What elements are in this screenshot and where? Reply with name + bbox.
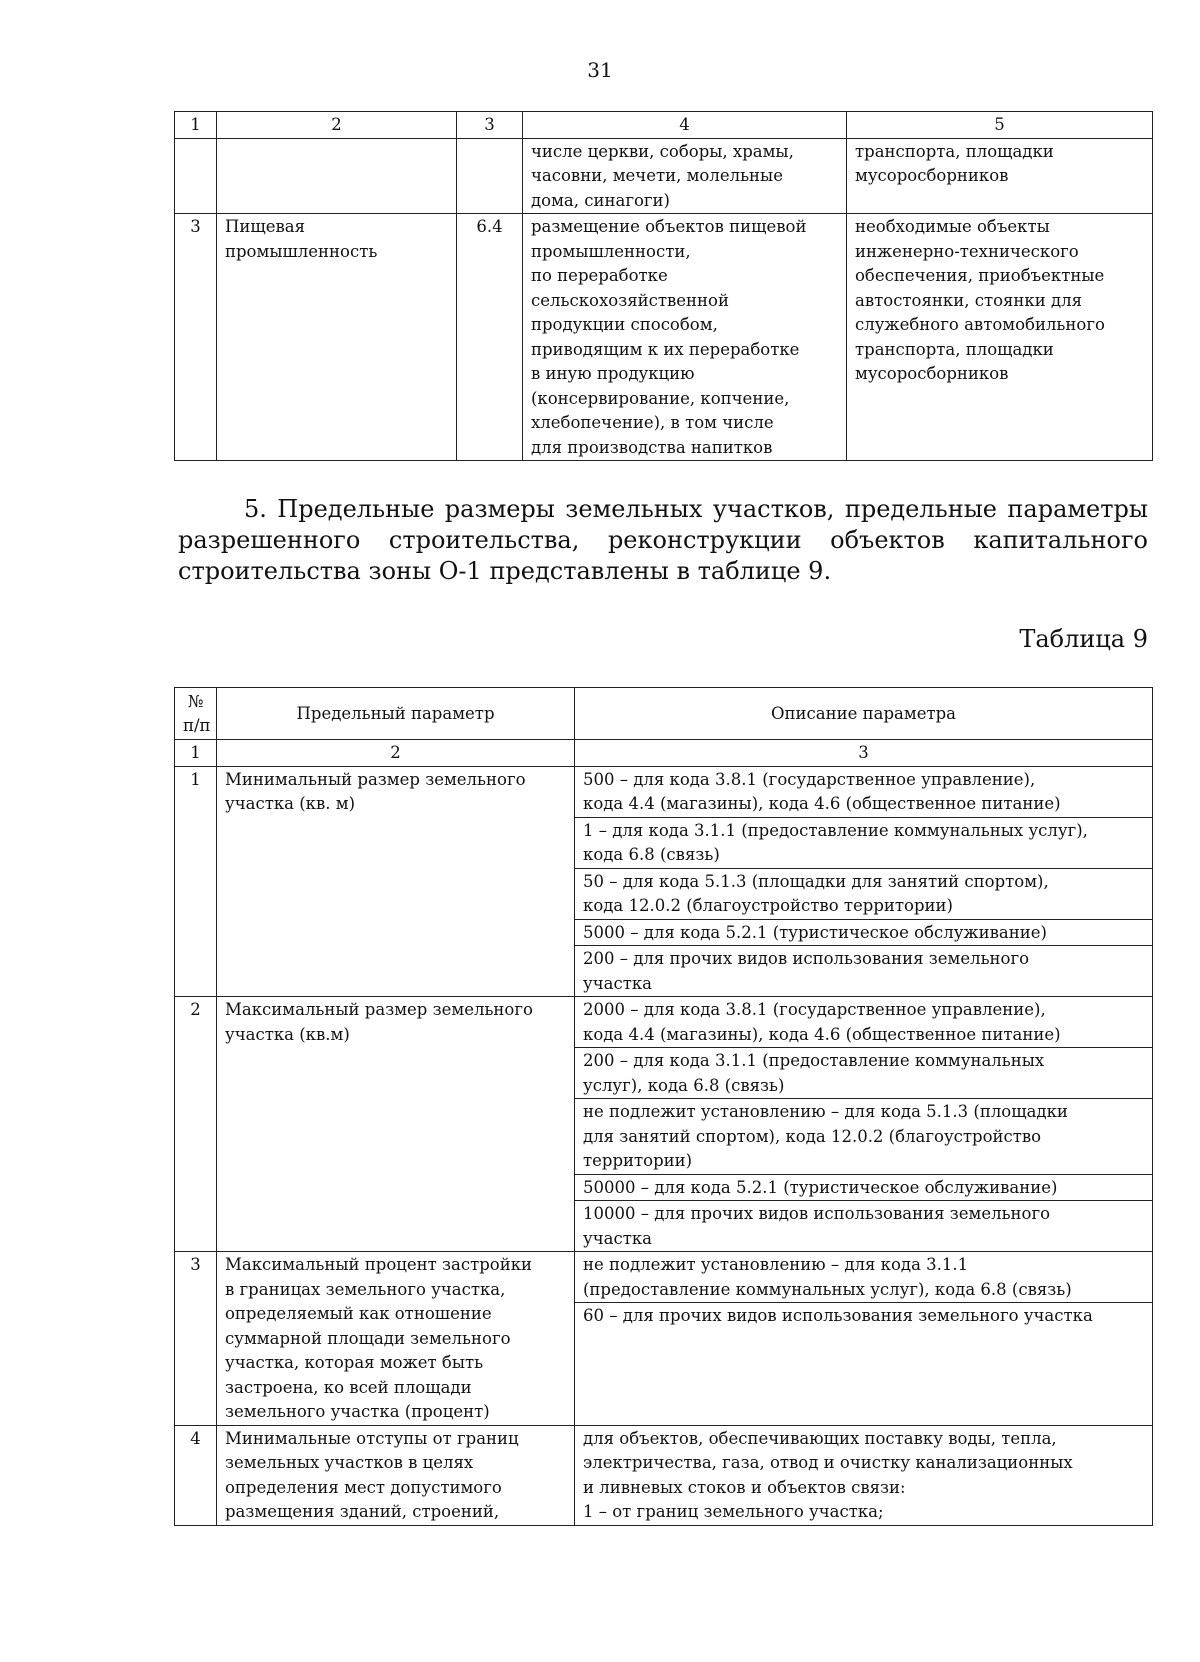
parameter-value [575,1175,1152,1202]
cell-line: 10000 – для прочих видов использования земельного [583,1204,1051,1223]
table-9-row [175,1425,1153,1525]
cell-line: 1 – от границ земельного участка; [583,1502,884,1521]
auxiliary-uses [847,138,1153,214]
cell-line: определяемый как отношение [225,1304,492,1323]
cell-line: по переработке [531,266,668,285]
upper-table-row [175,138,1153,214]
cell-line: сельскохозяйственной [531,290,729,310]
header-parameter: Предельный параметр [217,688,575,740]
parameter-value [575,920,1152,947]
cell-line: услуг), кода 6.8 (связь) [583,1075,785,1095]
cell-line: 2000 – для кода 3.8.1 (государственное управление), [583,1000,1046,1019]
cell-line: продукции способом, [531,315,718,334]
row-number: 1 [175,766,217,997]
cell-line: не подлежит установлению – для кода 3.1.1 [583,1255,969,1274]
parameter-name [217,997,575,1252]
parameter-value [575,869,1152,920]
cell-line: (консервирование, копчение, [531,388,790,408]
parameter-name [217,766,575,997]
page-number: 31 [587,58,613,82]
table-9 [174,687,1153,1526]
header-number [175,688,217,740]
cell-line: 60 – для прочих видов использования земельного участка [583,1306,1093,1325]
parameter-values [575,1425,1153,1525]
cell-line: транспорта, площадки [855,339,1054,359]
row-number: 2 [175,997,217,1252]
parameter-value [575,1048,1152,1099]
cell-line: территории) [583,1151,693,1170]
paragraph-line: 5. Предельные размеры земельных участков, предельные параметры [244,495,1148,523]
cell-line: Минимальные отступы от границ [225,1428,519,1448]
parameter-name [217,1252,575,1426]
parameter-values [575,997,1153,1252]
column-number: 2 [217,740,575,767]
cell-line: кода 6.8 (связь) [583,845,720,864]
cell-line: Пищевая [225,217,306,236]
cell-line: № [187,691,204,711]
parameter-name [217,1425,575,1525]
cell-line: Минимальный размер земельного [225,769,526,789]
cell-line: числе церкви, соборы, храмы, [531,141,794,161]
cell-line: мусоросборников [855,364,1009,383]
parameter-value [575,818,1152,869]
parameter-value [575,1201,1152,1251]
parameter-value [575,767,1152,818]
cell-line: хлебопечение), в том числе [531,413,774,432]
cell-line: участка (кв.м) [225,1024,350,1044]
cell-line: для объектов, обеспечивающих поставку воды, тепла, [583,1428,1057,1448]
paragraph-line: разрешенного строительства, реконструкции объектов капитального [178,526,1148,554]
land-use-code: 6.4 [457,214,523,461]
cell-line: для занятий спортом), кода 12.0.2 (благоустройство [583,1126,1042,1146]
cell-line: в границах земельного участка, [225,1279,506,1299]
section-5-paragraph [178,494,1148,587]
cell-line: электричества, газа, отвод и очистку канализационных [583,1453,1073,1472]
cell-line: 500 – для кода 3.8.1 (государственное управление), [583,769,1036,789]
cell-line: 200 – для кода 3.1.1 (предоставление коммунальных [583,1051,1045,1070]
paragraph-line: строительства зоны О-1 представлены в таблице 9. [178,557,832,585]
auxiliary-uses [847,214,1153,461]
cell-line: инженерно-технического [855,241,1079,261]
cell-line: земельного участка (процент) [225,1402,490,1421]
cell-line: для производства напитков [531,437,773,457]
cell-line: застроена, ко всей площади [225,1377,472,1397]
upper-table-header-row [175,112,1153,139]
table-9-row [175,997,1153,1252]
cell-line: суммарной площади земельного [225,1328,511,1348]
table-9-column-numbers [175,740,1153,767]
cell-line: Максимальный процент застройки [225,1255,533,1274]
cell-line: обеспечения, приобъектные [855,266,1105,285]
cell-line: кода 4.4 (магазины), кода 4.6 (общественное питание) [583,1024,1061,1044]
upper-col-number: 1 [175,112,217,139]
cell-line: 200 – для прочих видов использования земельного [583,949,1030,968]
cell-line: промышленность [225,241,378,261]
upper-col-number: 4 [523,112,847,139]
cell-line: размещения зданий, строений, [225,1502,500,1521]
cell-line: участка [583,1228,652,1248]
cell-line: приводящим к их переработке [531,339,800,359]
column-number: 1 [175,740,217,767]
upper-col-number: 2 [217,112,457,139]
table-9-header-row [175,688,1153,740]
cell-line: 5000 – для кода 5.2.1 (туристическое обслуживание) [583,922,1047,942]
column-number: 3 [575,740,1153,767]
cell-line: участка, которая может быть [225,1353,484,1372]
cell-line: размещение объектов пищевой [531,217,807,236]
upper-col-number: 5 [847,112,1153,139]
row-number: 3 [175,214,217,461]
cell-line: в иную продукцию [531,364,695,383]
row-number: 3 [175,1252,217,1426]
land-use-description [523,138,847,214]
parameter-value [575,1252,1152,1303]
cell-line: кода 12.0.2 (благоустройство территории) [583,896,953,915]
table-9-row [175,1252,1153,1426]
upper-table-row [175,214,1153,461]
parameter-value [575,1303,1152,1329]
parameter-value [575,997,1152,1048]
cell-line: 50000 – для кода 5.2.1 (туристическое обслуживание) [583,1177,1058,1197]
cell-line: 50 – для кода 5.1.3 (площадки для занятий спортом), [583,871,1049,891]
cell-line: автостоянки, стоянки для [855,290,1083,310]
cell-line: промышленности, [531,241,691,261]
land-use-code [457,138,523,214]
land-use-name [217,138,457,214]
parameter-value [575,1099,1152,1175]
cell-line: Максимальный размер земельного [225,1000,533,1019]
cell-line: участка [583,973,652,993]
parameter-value [575,1426,1152,1525]
parameter-values [575,766,1153,997]
upper-col-number: 3 [457,112,523,139]
table-caption: Таблица 9 [1019,625,1148,653]
cell-line: и ливневых стоков и объектов связи: [583,1477,906,1497]
parameter-values [575,1252,1153,1426]
land-use-name [217,214,457,461]
cell-line: 1 – для кода 3.1.1 (предоставление коммунальных услуг), [583,820,1088,840]
row-number: 4 [175,1425,217,1525]
cell-line: необходимые объекты [855,217,1050,236]
upper-table [174,111,1153,461]
cell-line: часовни, мечети, молельные [531,166,783,185]
cell-line: кода 4.4 (магазины), кода 4.6 (общественное питание) [583,794,1061,813]
cell-line: п/п [183,716,211,735]
cell-line: (предоставление коммунальных услуг), кода 6.8 (связь) [583,1279,1072,1299]
cell-line: не подлежит установлению – для кода 5.1.3 (площадки [583,1102,1068,1121]
cell-line: служебного автомобильного [855,315,1105,334]
cell-line: участка (кв. м) [225,794,356,813]
cell-line: земельных участков в целях [225,1453,474,1472]
land-use-description [523,214,847,461]
table-9-row [175,766,1153,997]
cell-line: транспорта, площадки [855,141,1054,161]
row-number [175,138,217,214]
header-description: Описание параметра [575,688,1153,740]
cell-line: мусоросборников [855,166,1009,185]
parameter-value [575,946,1152,996]
cell-line: дома, синагоги) [531,190,670,210]
cell-line: определения мест допустимого [225,1477,502,1497]
